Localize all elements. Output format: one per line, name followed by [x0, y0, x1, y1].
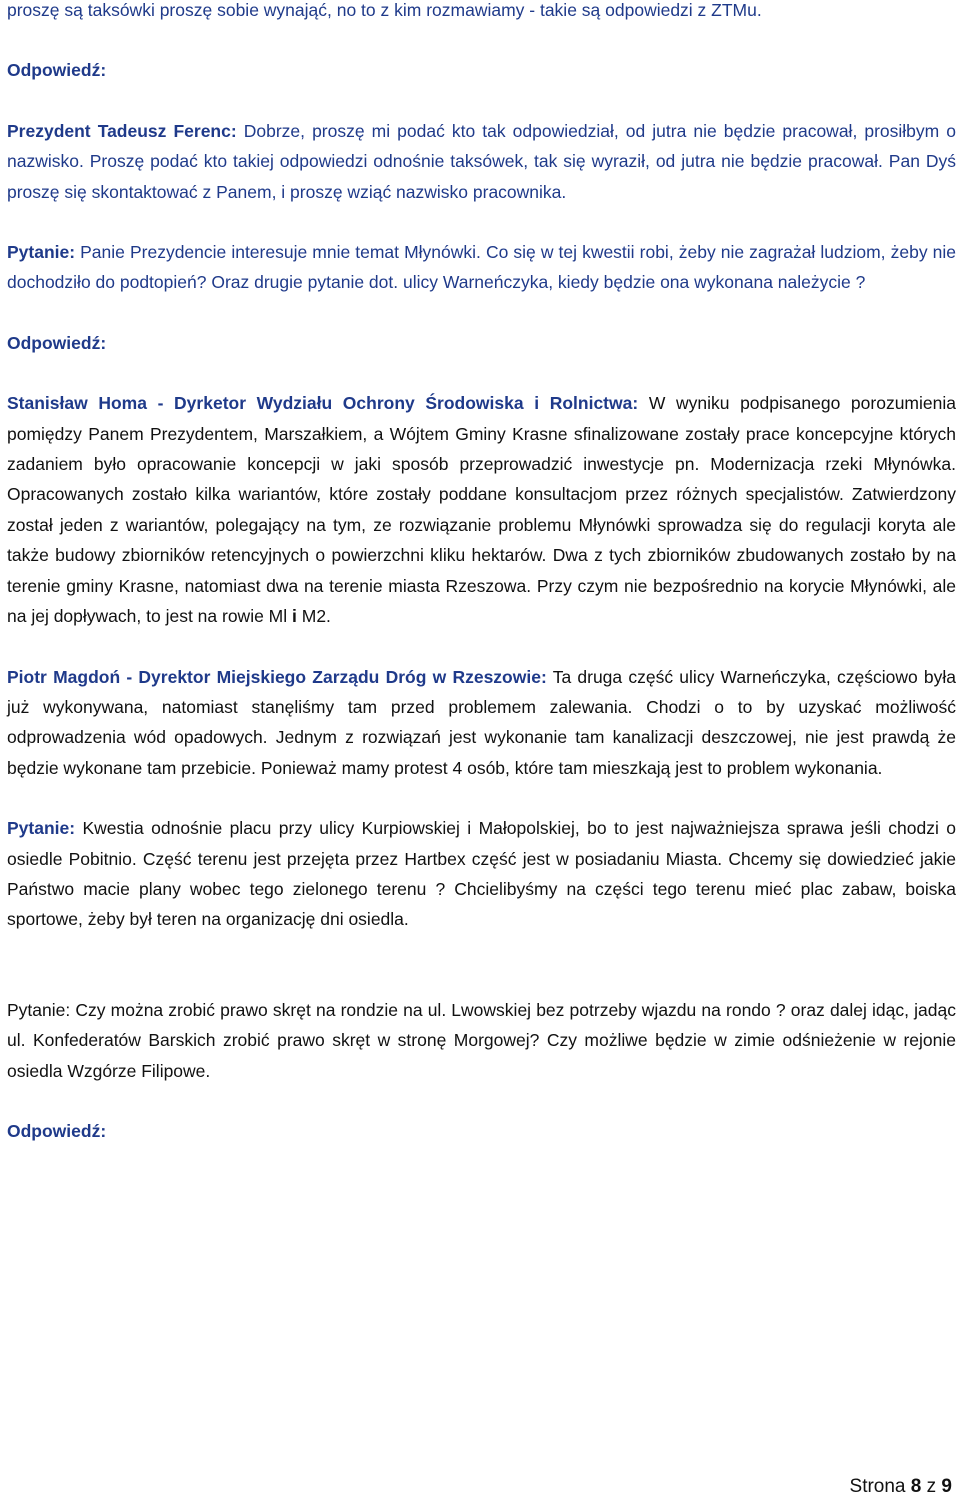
homa-text: W wyniku podpisanego porozumienia pomiędzy Panem Prezydentem, Marszałkiem, a Wójtem Gminy Krasne sfinalizowane zostały prace koncepcyjne których zadaniem było opracowanie koncepcji w jaki sposób przeprowadzić inwestycje pn. Modernizacja rzeki Młynówka. Opracowanych zostało kilka wariantów, które zostały poddane konsultacjom przez różnych specjalistów. Zatwierdzony został jeden z wariantów, polegający na tym, ze rozwiązanie problemu Młynówki sprowadza się do regulacji koryta ale także budowy zbiorników retencyjnych o powierzchni kliku hektarów. Dwa z tych zbiorników zbudowanych zostało by na terenie gminy Krasne, natomiast dwa na terenie miasta Rzeszowa. Przy czym nie bezpośrednio na korycie Młynówki, ale na jej dopływach, to jest na rowie Ml: [7, 393, 956, 627]
footer-separator: z: [921, 1476, 942, 1497]
homa-text-end: M2.: [296, 606, 331, 627]
ferenc-text: Dobrze, proszę mi podać kto tak odpowiedział, od jutra nie będzie pracował, prosiłbym o nazwisko. Proszę podać kto takiej odpowiedzi odnośnie taksówek, tak się wyraził, od jutra nie będzie pracował. Pan Dyś proszę się skontaktować z Panem, i proszę wziąć nazwisko pracownika.: [7, 120, 957, 202]
footer-prefix: Strona: [849, 1476, 911, 1497]
question-1-label: Pytanie:: [7, 242, 76, 263]
question-1-text: Panie Prezydencie interesuje mnie temat Młynówki. Co się w tej kwestii robi, żeby nie zagrażał ludziom, żeby nie dochodziło do podtopień? Oraz drugie pytanie dot. ulicy Warneńczyka, kiedy będzie ona wykonana należycie ?: [7, 242, 956, 293]
homa-speaker: Stanisław Homa - Dyrketor Wydziału Ochrony Środowiska i Rolnictwa:: [7, 393, 639, 414]
homa-paragraph: [7, 388, 956, 631]
question-2-label: Pytanie:: [7, 818, 76, 839]
answer-label-3: Odpowiedź:: [7, 1120, 107, 1141]
intro-paragraph: [7, 0, 956, 25]
question-1-paragraph: [7, 237, 956, 298]
question-2-paragraph: [7, 813, 956, 935]
ferenc-paragraph: [7, 116, 956, 207]
question-3-paragraph: [7, 995, 956, 1086]
document-page: [7, 0, 956, 1146]
answer-heading-3: [7, 1116, 956, 1146]
ferenc-speaker: Prezydent Tadeusz Ferenc:: [7, 120, 237, 141]
footer-total-pages: 9: [941, 1476, 952, 1497]
question-2-text: Kwestia odnośnie placu przy ulicy Kurpiowskiej i Małopolskiej, bo to jest najważniejsza sprawa jeśli chodzi o osiedle Pobitnio. Część terenu jest przejęta przez Hartbex część jest w posiadaniu Miasta. Chcemy się dowiedzieć jakie Państwo macie plany wobec tego zielonego terenu ? Chcielibyśmy na części tego terenu mieć plac zabaw, boiska sportowe, żeby był teren na organizację dni osiedla.: [7, 818, 956, 930]
question-3-text: Pytanie: Czy można zrobić prawo skręt na rondzie na ul. Lwowskiej bez potrzeby wjazdu na rondo ? oraz dalej idąc, jadąc ul. Konfederatów Barskich zrobić prawo skręt w stronę Morgowej? Czy możliwe będzie w zimie odśnieżenie w rejonie osiedla Wzgórze Filipowe.: [7, 999, 956, 1081]
answer-label: Odpowiedź:: [7, 60, 107, 81]
magdon-paragraph: [7, 662, 956, 784]
answer-heading-2: [7, 328, 956, 358]
magdon-speaker: Piotr Magdoń - Dyrektor Miejskiego Zarządu Dróg w Rzeszowie:: [7, 666, 547, 687]
answer-heading-1: [7, 55, 956, 85]
homa-bold-i: i: [292, 606, 297, 627]
footer-current-page: 8: [910, 1476, 922, 1497]
page-footer: [850, 1474, 952, 1500]
answer-label-2: Odpowiedź:: [7, 332, 107, 353]
intro-text: proszę są taksówki proszę sobie wynająć, no to z kim rozmawiamy - takie są odpowiedzi z ZTMu.: [7, 0, 762, 20]
magdon-text: Ta druga część ulicy Warneńczyka, częściowo była już wykonywana, natomiast stanęliśmy tam przed problemem zalewania. Chodzi o to by uzyskać możliwość odprowadzenia wód opadowych. Jednym z rozwiązań jest wykonanie tam kanalizacji deszczowej, nie jest prawdą że będzie wykonane tam przebicie. Ponieważ mamy protest 4 osób, które tam mieszkają jest to problem wykonania.: [7, 666, 957, 778]
